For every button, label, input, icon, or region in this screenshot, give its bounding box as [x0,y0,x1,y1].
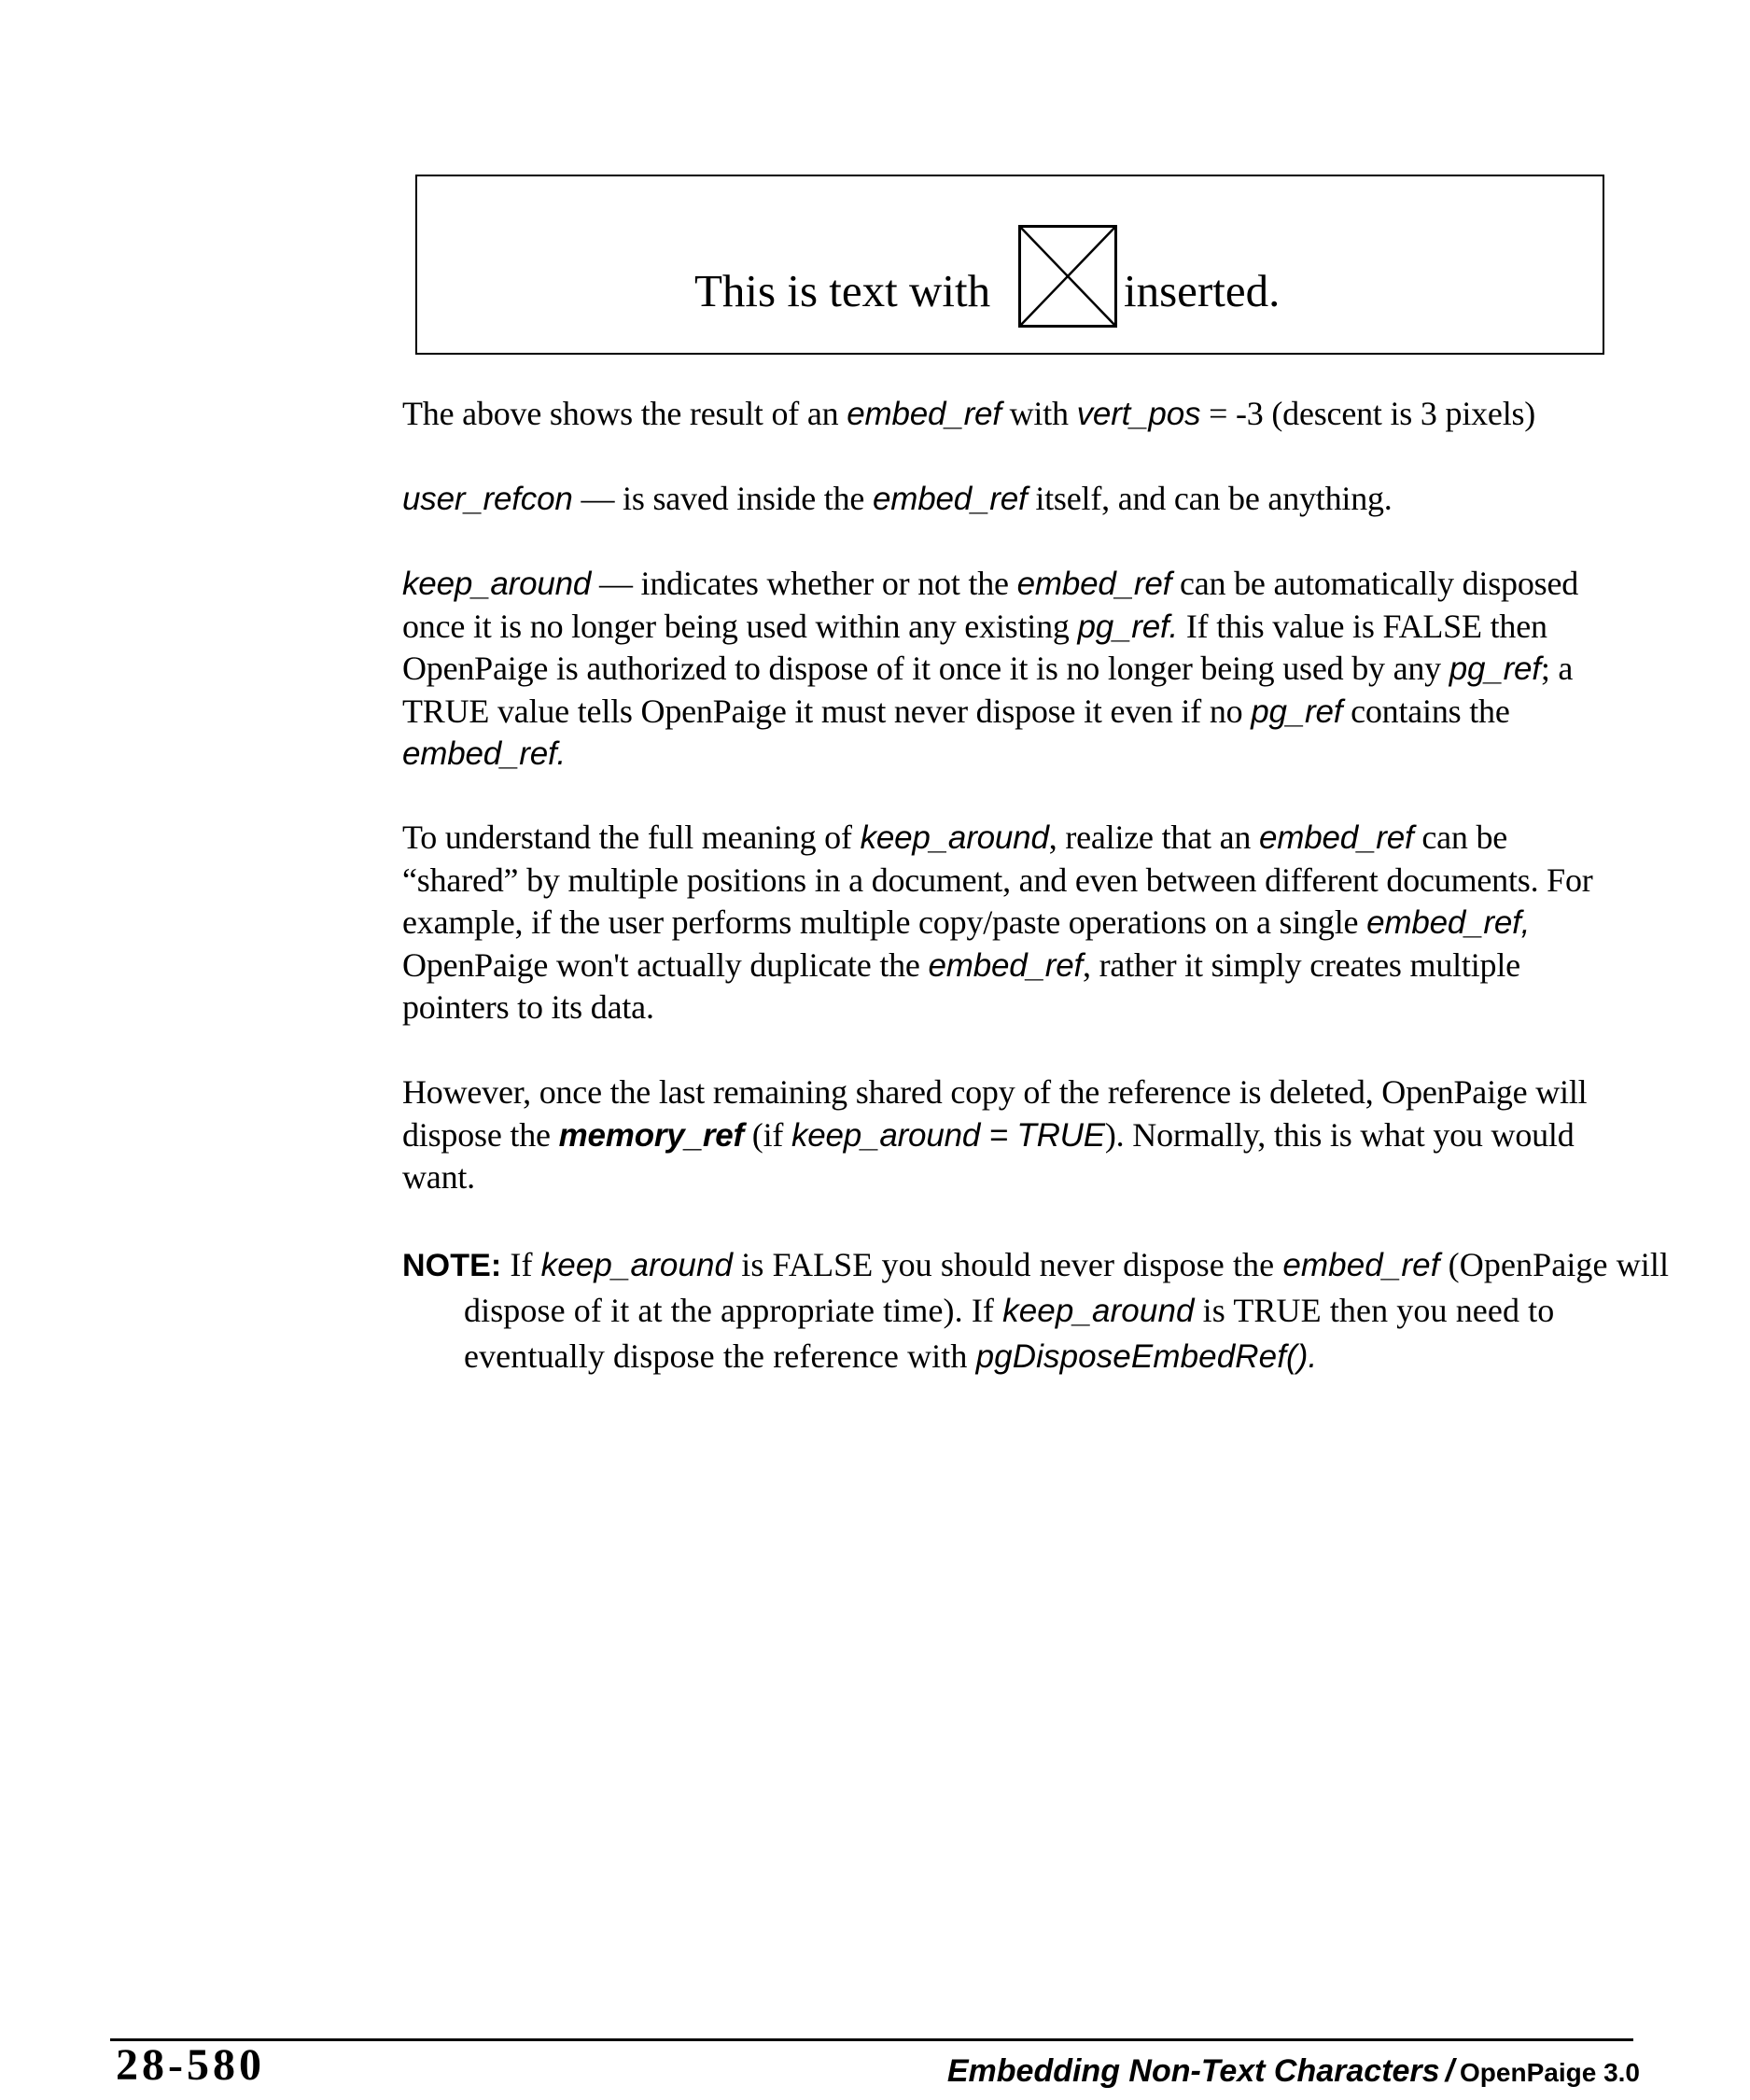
figure-text-after: inserted. [1124,265,1281,316]
paragraph-user-refcon [402,478,1616,521]
text: = -3 (descent is 3 pixels) [1200,395,1536,432]
text: can be automatically disposed once it is no longer being used within any existing [402,565,1579,645]
embedded-object-figure [415,175,1604,355]
code-term: embed_ref. [402,735,567,772]
code-term: user_refcon [402,481,573,517]
code-term: keep_around [540,1247,734,1283]
code-term: memory_ref [558,1116,744,1154]
footer-divider [110,2038,1633,2041]
code-term: embed_ref, [1366,904,1531,941]
text: If [501,1246,541,1283]
code-term: keep_around [860,819,1049,856]
text: , rather it simply creates multiple pointers to its data. [402,945,1520,1026]
text: , realize that an [1048,819,1259,856]
code-term: embed_ref [873,481,1028,517]
code-term: pgDisposeEmbedRef(). [975,1338,1318,1375]
text: can be “shared” by multiple positions in a document, and even between different documents. For example, if the user performs multiple copy/paste operations on a single [402,819,1593,941]
paragraph-shared-references [402,817,1616,1029]
code-term: keep_around [1002,1293,1195,1329]
paragraph-disposal [402,1071,1616,1199]
page-number: 28-580 [116,2040,265,2090]
note-label: NOTE: [402,1248,502,1283]
text: However, once the last remaining shared copy of the reference is deleted, OpenPaige will dispose the [402,1073,1588,1154]
code-term: embed_ref [1259,819,1414,856]
figure-text-before: This is text with [694,265,991,316]
code-term: pg_ref [1251,693,1343,730]
text: — is saved inside the [572,480,873,517]
text: If this value is FALSE then OpenPaige is authorized to dispose of it once it is no longer being used by any [402,607,1547,687]
text: is FALSE you should never dispose the [733,1246,1283,1283]
code-term: embed_ref [1282,1247,1440,1283]
text: ). Normally, this is what you would want. [402,1115,1575,1196]
footer-product: OpenPaige 3.0 [1460,2058,1640,2087]
code-term: vert_pos [1076,396,1201,432]
paragraph-result-description [402,393,1616,436]
code-term: pg_ref [1449,651,1541,687]
code-term: keep_around = TRUE [791,1116,1105,1154]
code-term: keep_around [402,566,592,602]
text: OpenPaige won't actually duplicate the [402,945,929,984]
code-term: embed_ref [928,946,1084,984]
text: contains the [1342,692,1510,730]
paragraph-keep-around [402,563,1616,776]
code-term: pg_ref. [1077,608,1179,645]
text: — indicates whether or not the [591,565,1017,602]
text: To understand the full meaning of [402,819,861,856]
footer-separator: / [1445,2053,1455,2089]
text: ; a TRUE value tells OpenPaige it must never dispose it even if no [402,650,1574,730]
text: with [1001,395,1077,432]
footer-title [947,2055,1640,2087]
text: (if [743,1115,791,1154]
footer-chapter: Embedding Non-Text Characters [946,2053,1440,2089]
text: The above shows the result of an [402,395,847,432]
text: is TRUE then you need to eventually dispose the reference with [464,1292,1555,1375]
text: itself, and can be anything. [1027,480,1393,517]
note-block [402,1242,1687,1379]
text: (OpenPaige will dispose of it at the appropriate time). If [464,1246,1670,1329]
code-term: embed_ref [847,396,1001,432]
code-term: embed_ref [1016,566,1172,602]
embedded-object-placeholder-icon [1018,225,1117,328]
